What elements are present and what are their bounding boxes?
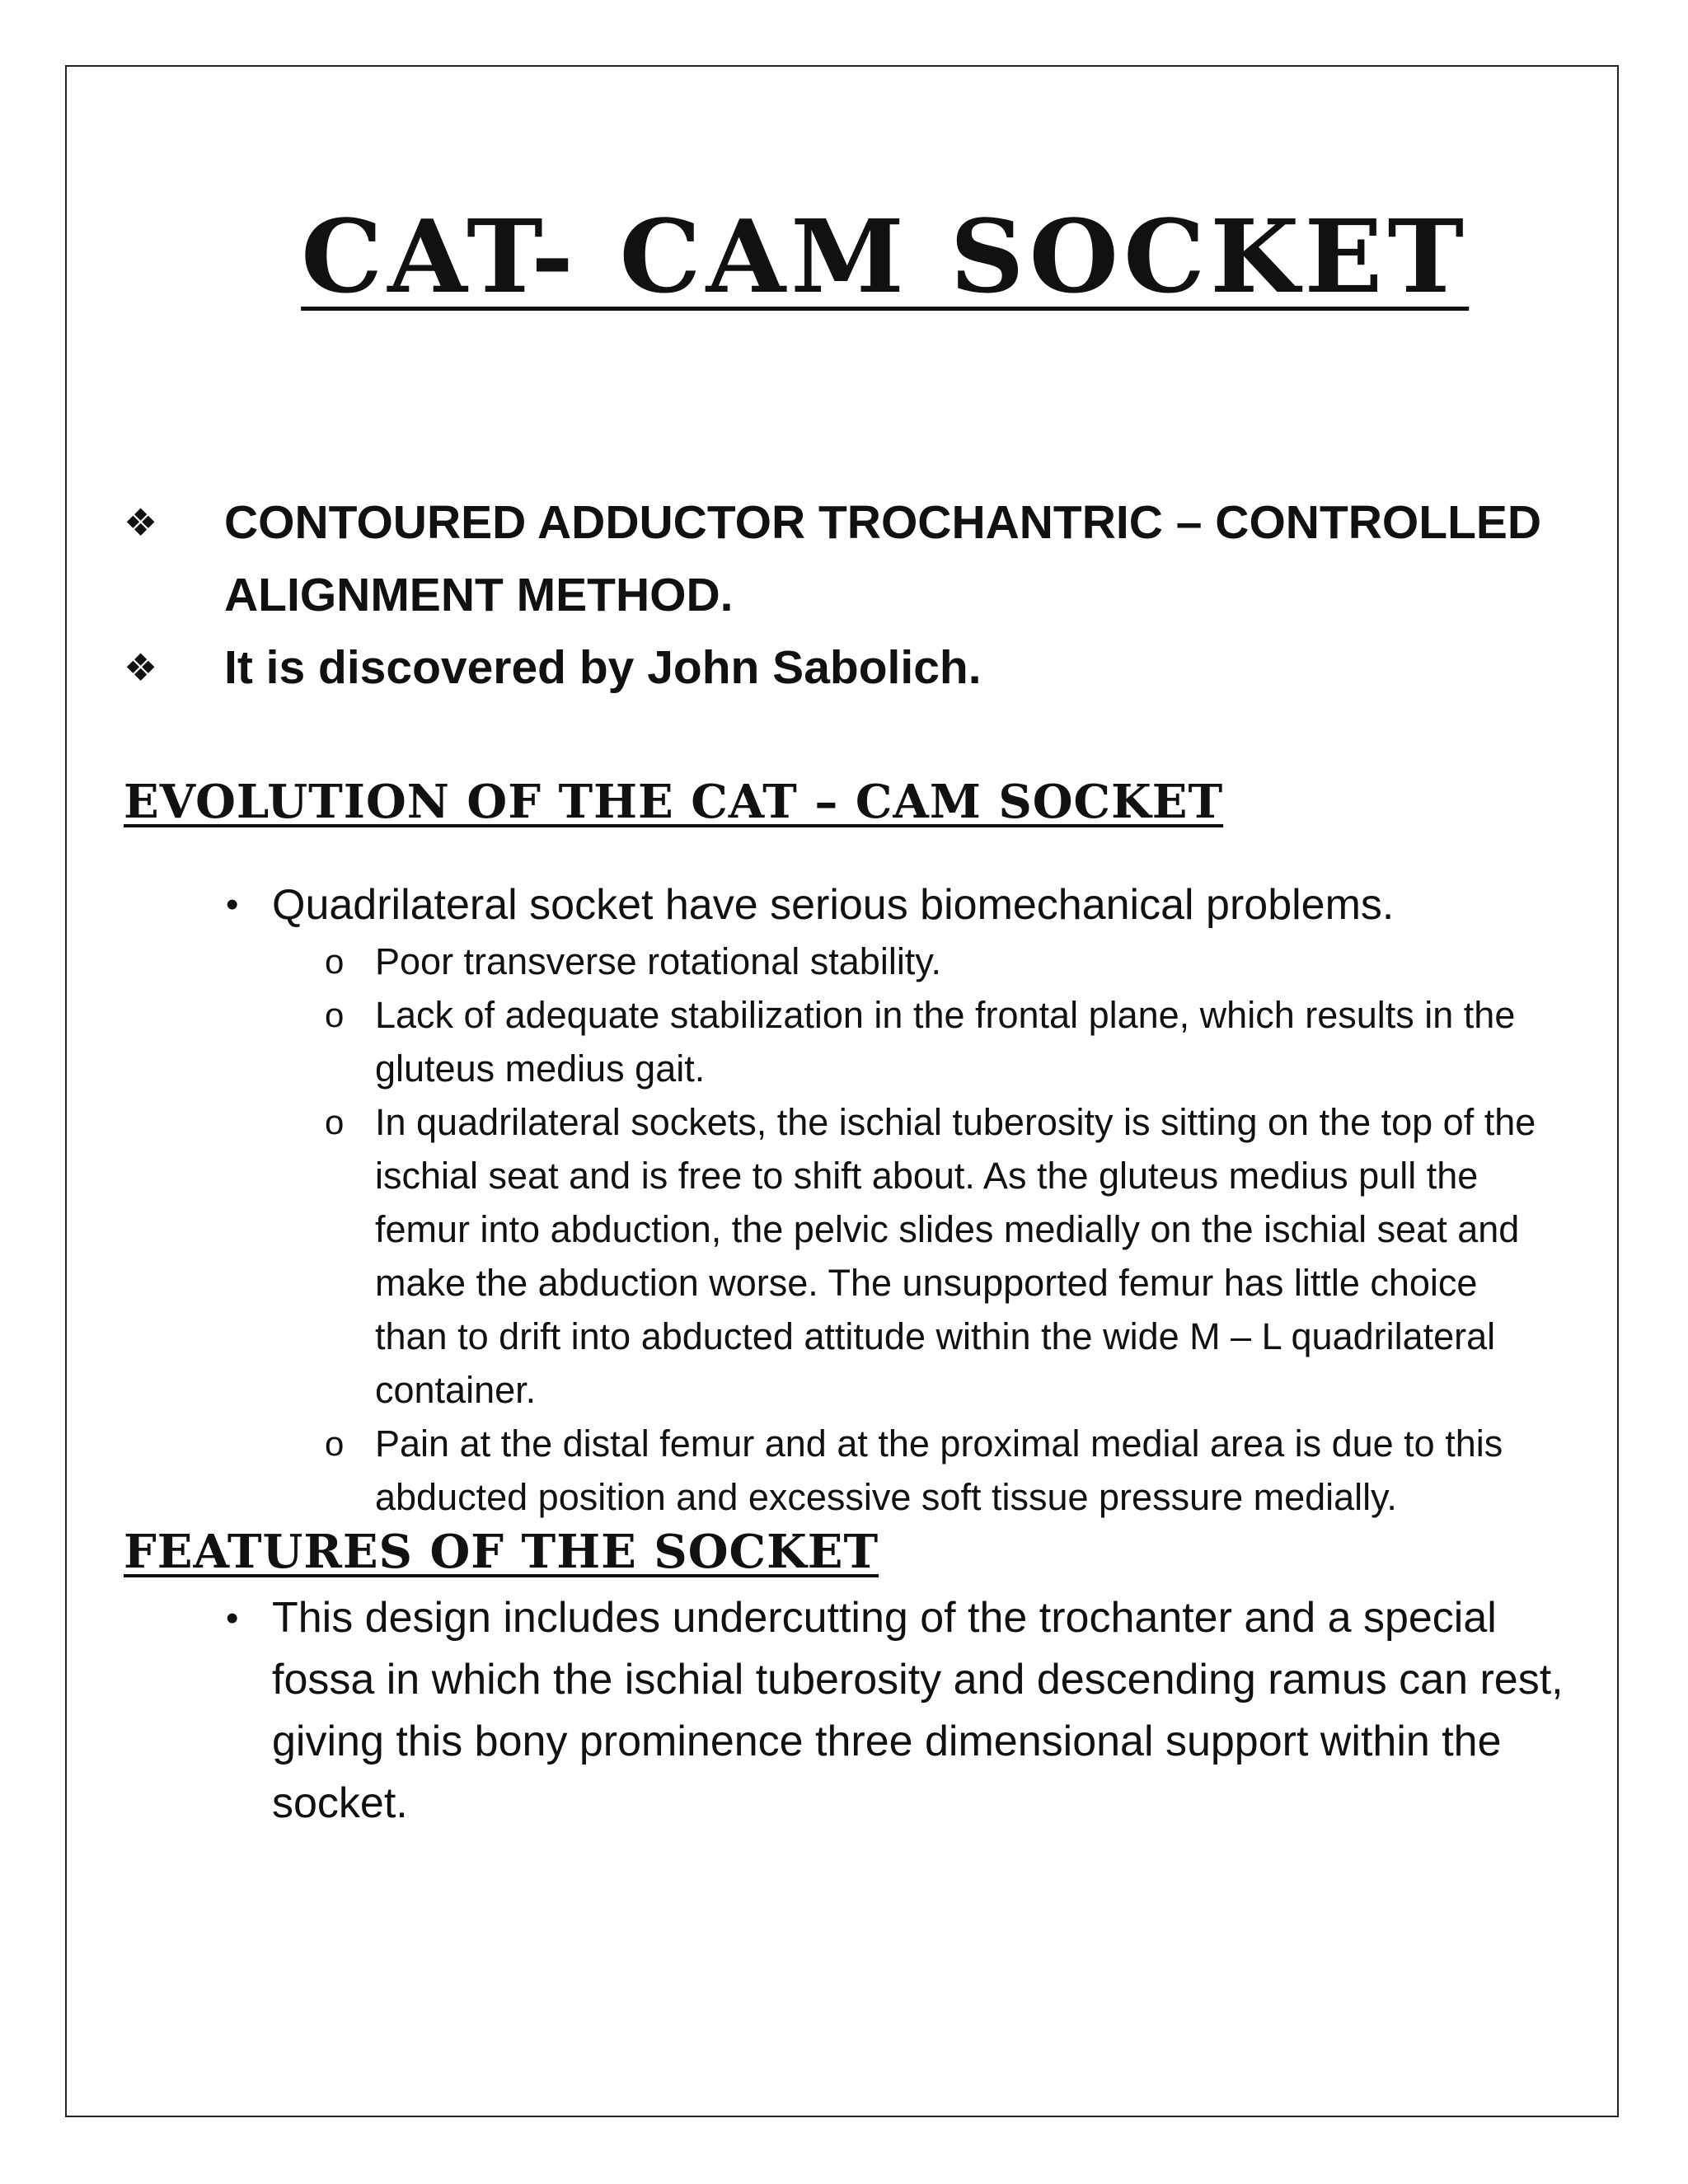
list-item [223,1587,1582,1835]
intro-item [124,486,1566,631]
intro-item-text: It is discovered by John Sabolich. [224,641,982,694]
sub-list-item [321,1095,1550,1417]
sub-list-item-text: Pain at the distal femur and at the proximal medial area is due to this abducted position and excessive soft tissue pressure medially. [375,1422,1503,1518]
features-list [223,1587,1582,1835]
list-item [223,875,1582,935]
evolution-list [223,875,1582,1524]
section-heading-evolution: EVOLUTION OF THE CAT – CAM SOCKET [124,775,1224,829]
sub-list-item [321,935,1550,988]
sub-list-item [321,1417,1550,1524]
bullet-dot-icon: • [226,1598,239,1638]
intro-item [124,631,1566,704]
sub-list-item [321,988,1550,1095]
sub-list-item-text: Lack of adequate stabilization in the frontal plane, which results in the gluteus medius gait. [375,994,1516,1090]
bullet-circle-icon: o [325,1424,345,1463]
bullet-circle-icon: o [325,996,345,1034]
bullet-circle-icon: o [325,942,345,981]
sub-list [321,935,1550,1524]
sub-list-item-text: Poor transverse rotational stability. [375,940,941,982]
list-item-text: Quadrilateral socket have serious biomechanical problems. [272,881,1395,929]
title-container [0,197,1688,316]
diamond-bullet-icon: ❖ [124,646,158,689]
bullet-dot-icon: • [226,884,239,925]
intro-list [124,486,1566,704]
list-item-text: This design includes undercutting of the trochanter and a special fossa in which the ischial tuberosity and descending ramus can rest, giving this bony prominence three dimensional support within the socket. [272,1594,1564,1827]
section-heading-features: FEATURES OF THE SOCKET [124,1525,879,1579]
sub-list-item-text: In quadrilateral sockets, the ischial tuberosity is sitting on the top of the ischial seat and is free to shift about. As the gluteus medius pull the femur into abduction, the pelvic slides medially on the ischial seat and make the abduction worse. The unsupported femur has little choice than to drift into abducted attitude within the wide M – L quadrilateral container. [375,1101,1536,1411]
bullet-circle-icon: o [325,1103,345,1141]
diamond-bullet-icon: ❖ [124,501,158,544]
intro-item-text: CONTOURED ADDUCTOR TROCHANTRIC – CONTROLLED ALIGNMENT METHOD. [224,496,1542,621]
document-title: CAT- CAM SOCKET [301,197,1470,316]
